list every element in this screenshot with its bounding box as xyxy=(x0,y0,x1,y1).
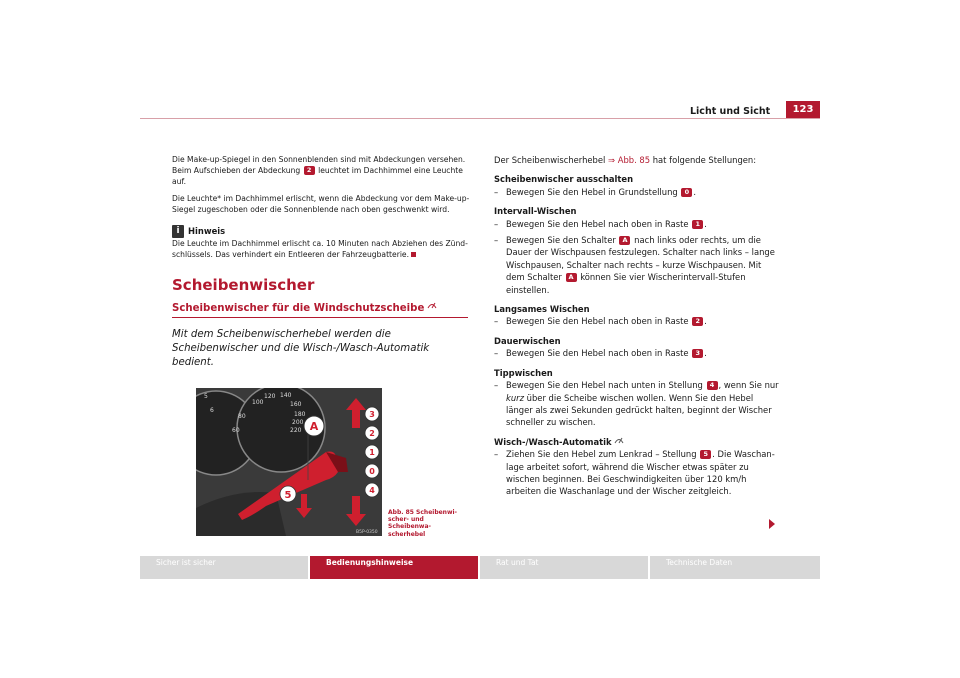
heading-wiper-off: Scheibenwischer ausschalten xyxy=(494,174,634,185)
footer-tab-operation[interactable]: Bedienungshinweise xyxy=(310,556,478,579)
switch-badge: A xyxy=(566,273,577,282)
footer-tab-safety[interactable]: Sicher ist sicher xyxy=(140,556,308,579)
page-number: 123 xyxy=(786,101,820,118)
right-column xyxy=(494,154,779,498)
position-badge: 2 xyxy=(692,317,703,326)
note-icon: i xyxy=(172,225,184,238)
windshield-wiper-icon xyxy=(614,436,624,445)
figure-label-1: 1 xyxy=(369,448,375,457)
position-badge: 3 xyxy=(692,349,703,358)
figure-label-4: 4 xyxy=(369,486,375,495)
list-item: – Bewegen Sie den Hebel nach oben in Raste 3 . xyxy=(494,348,707,359)
gauge-number: 5 xyxy=(204,393,208,400)
section-intro: Mit dem Scheibenwischerhebel werden die Scheibenwischer und die Wisch-/Wasch-Automatik bedient. xyxy=(172,329,430,368)
heading-continuous: Dauerwischen xyxy=(494,335,561,346)
figure-label-3: 3 xyxy=(369,410,375,419)
list-item: – Bewegen Sie den Hebel nach oben in Raste 1 . xyxy=(494,218,707,229)
position-badge: 0 xyxy=(681,188,692,197)
end-mark-icon xyxy=(411,252,416,257)
gauge-number: 160 xyxy=(290,401,302,408)
paragraph-roof-light: Die Leuchte* im Dachhimmel erlischt, wenn die Abdeckung vor dem Make-up-Siegel zugeschoben oder die Sonnenblende nach oben geschwenkt wird. xyxy=(172,194,470,214)
position-badge: 1 xyxy=(692,220,703,229)
list-item: – Bewegen Sie den Hebel nach oben in Raste 2 . xyxy=(494,316,707,327)
gauge-number: 60 xyxy=(232,427,240,434)
heading-tap-wipe: Tippwischen xyxy=(494,367,553,378)
figure-label-a: A xyxy=(309,420,319,433)
figure-label-5: 5 xyxy=(284,490,292,501)
gauge-number: 220 xyxy=(290,427,302,434)
section-title: Scheibenwischer xyxy=(172,276,315,294)
footer-tab-advice[interactable]: Rat und Tat xyxy=(480,556,648,579)
header-title: Licht und Sicht xyxy=(690,106,771,117)
lever-intro: Der Scheibenwischerhebel ⇒ Abb. 85 hat folgende Stellungen: xyxy=(494,155,757,165)
switch-badge: A xyxy=(619,236,630,245)
figure-reference-link[interactable]: ⇒ Abb. 85 xyxy=(608,155,651,165)
figure-caption: Abb. 85 Scheibenwi-scher- und Scheibenwa-scherhebel xyxy=(388,509,458,538)
gauge-number: 100 xyxy=(252,399,264,406)
heading-wash-automatic: Wisch-/Wasch-Automatik xyxy=(494,436,779,448)
gauge-number: 200 xyxy=(292,419,304,426)
list-item: – Bewegen Sie den Hebel in Grundstellung 0 . xyxy=(494,186,697,197)
header-rule xyxy=(140,118,820,119)
note-heading: i Hinweis xyxy=(172,225,472,238)
gauge-number: 80 xyxy=(238,413,246,420)
wiper-lever-figure xyxy=(196,388,382,536)
position-badge: 2 xyxy=(304,166,315,175)
left-column xyxy=(172,154,472,370)
gauge-number: 6 xyxy=(210,407,214,414)
figure-label-2: 2 xyxy=(369,429,375,438)
position-badge: 5 xyxy=(700,450,711,459)
figure-code: B5P-0350 xyxy=(356,530,378,535)
list-item: – Bewegen Sie den Schalter A nach links oder rechts, um die Dauer der Wischpausen festzulegen. Schalter nach links – lange Wischpausen, Schalter nach rechts – kurze Wischpausen. Mit dem Schalter A können Sie vier Wischerintervall-Stufen einstellen. xyxy=(494,235,775,295)
subsection-heading: Scheibenwischer für die Windschutzscheibe xyxy=(172,301,468,318)
list-item: – Ziehen Sie den Hebel zum Lenkrad – Stellung 5 . Die Waschan-lage arbeitet sofort, während die Wischer etwas später zu wischen beginnen. Bei Geschwindigkeiten über 120 km/h arbeiten die Waschanlage und der Wischer zeitgleich. xyxy=(494,449,775,497)
gauge-number: 180 xyxy=(294,411,306,418)
heading-slow: Langsames Wischen xyxy=(494,304,590,315)
footer-tab-technical[interactable]: Technische Daten xyxy=(650,556,820,579)
windshield-wiper-icon xyxy=(427,301,437,310)
list-item: – Bewegen Sie den Hebel nach unten in Stellung 4 , wenn Sie nur kurz über die Scheibe wischen wollen. Wenn Sie den Hebel länger als zwei Sekunden gedrückt halten, beginnt der Wischer schneller zu wischen. xyxy=(494,380,779,428)
heading-interval: Intervall-Wischen xyxy=(494,206,577,217)
position-badge: 4 xyxy=(707,381,718,390)
paragraph-makeup-mirror: Die Make-up-Spiegel in den Sonnenblenden sind mit Abdeckungen versehen. Beim Aufschieben der Abdeckung 2 leuchtet im Dachhimmel eine Leuchte auf. xyxy=(172,155,466,186)
continue-arrow-icon[interactable] xyxy=(769,519,775,529)
figure-label-0: 0 xyxy=(369,467,375,476)
gauge-number: 120 xyxy=(264,393,276,400)
gauge-number: 140 xyxy=(280,392,292,399)
note-text: Die Leuchte im Dachhimmel erlischt ca. 10 Minuten nach Abziehen des Zünd-schlüssels. Das verhindert ein Entleeren der Fahrzeugbatterie. xyxy=(172,239,468,259)
